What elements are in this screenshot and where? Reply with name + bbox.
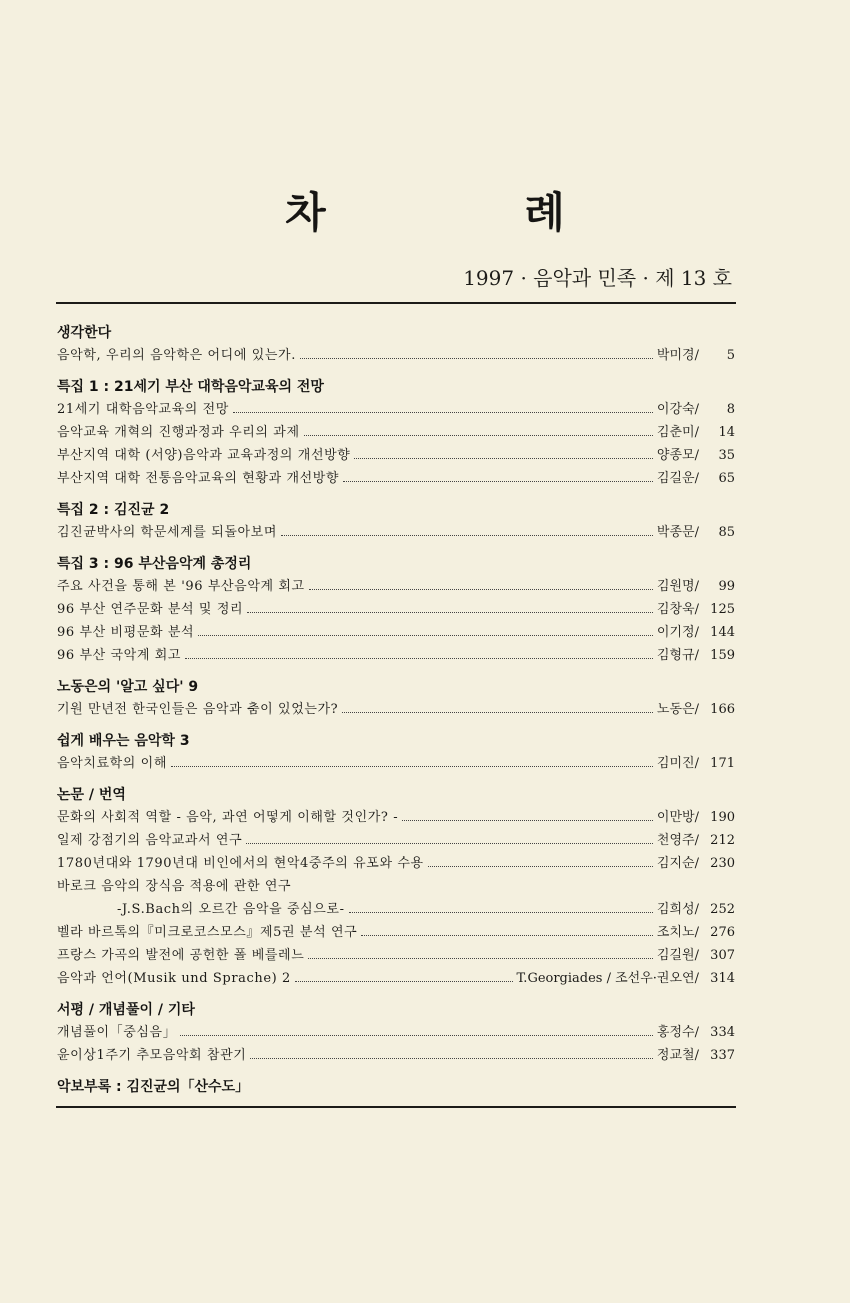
- author-page-separator: /: [694, 348, 699, 363]
- toc-entry[interactable]: [57, 621, 735, 644]
- entry-author: 김지순: [656, 856, 695, 871]
- dot-leader: [428, 866, 653, 867]
- entry-author: 김길원: [656, 948, 695, 963]
- page-title: 차 례: [285, 188, 657, 237]
- dot-leader: [342, 712, 653, 713]
- entry-page-number: 125: [710, 602, 735, 617]
- entry-author: 김희성: [656, 902, 695, 917]
- entry-author: 김미진: [656, 756, 695, 771]
- author-page-separator: /: [694, 471, 699, 486]
- toc-entry[interactable]: [57, 921, 735, 944]
- entry-page-number: 159: [710, 648, 735, 663]
- entry-page-number: 14: [718, 425, 735, 440]
- entry-title: 부산지역 대학 (서양)음악과 교육과정의 개선방향: [57, 448, 351, 463]
- toc-entry[interactable]: [57, 1021, 735, 1044]
- author-page-separator: /: [694, 702, 699, 717]
- toc-entry[interactable]: [57, 898, 735, 921]
- toc-entry[interactable]: [57, 852, 735, 875]
- author-page-separator: /: [694, 648, 699, 663]
- toc-entry[interactable]: [57, 752, 735, 775]
- entry-title: -J.S.Bach의 오르간 음악을 중심으로-: [117, 902, 345, 917]
- dot-leader: [171, 766, 653, 767]
- entry-title: 음악학, 우리의 음악학은 어디에 있는가.: [57, 348, 296, 363]
- entry-author: 김길운: [656, 471, 695, 486]
- entry-title: 프랑스 가곡의 발전에 공헌한 폴 베를레느: [57, 948, 305, 963]
- entry-title: 기원 만년전 한국인들은 음악과 춤이 있었는가?: [57, 702, 339, 717]
- entry-title: 벨라 바르톡의『미크로코스모스』제5권 분석 연구: [57, 925, 358, 940]
- entry-author: 조치노: [656, 925, 695, 940]
- author-page-separator: /: [694, 971, 699, 986]
- entry-author: 노동은: [656, 702, 695, 717]
- entry-page-number: 334: [710, 1025, 735, 1040]
- issue-info: 1997 · 음악과 민족 · 제 13 호: [463, 266, 732, 290]
- table-of-contents: [57, 322, 735, 1107]
- author-page-separator: /: [694, 810, 699, 825]
- entry-page-number: 307: [710, 948, 735, 963]
- toc-entry[interactable]: [57, 398, 735, 421]
- toc-entry[interactable]: [57, 598, 735, 621]
- dot-leader: [247, 612, 653, 613]
- toc-section: [57, 676, 735, 721]
- dot-leader: [361, 935, 653, 936]
- toc-entry[interactable]: [57, 444, 735, 467]
- dot-leader: [349, 912, 653, 913]
- toc-section: [57, 376, 735, 490]
- section-heading: 생각한다: [57, 325, 112, 341]
- toc-entry[interactable]: [57, 806, 735, 829]
- entry-author: 이기정: [656, 625, 695, 640]
- toc-section: [57, 784, 735, 990]
- entry-title: 김진균박사의 학문세계를 되돌아보며: [57, 525, 277, 540]
- entry-author: 천영주: [656, 833, 695, 848]
- entry-page-number: 99: [718, 579, 735, 594]
- toc-entry[interactable]: [57, 575, 735, 598]
- entry-author: 이강숙: [656, 402, 695, 417]
- toc-entry[interactable]: [57, 1044, 735, 1067]
- dot-leader: [354, 458, 652, 459]
- author-page-separator: /: [694, 833, 699, 848]
- section-heading: 논문 / 번역: [57, 787, 126, 803]
- author-page-separator: /: [694, 1048, 699, 1063]
- dot-leader: [281, 535, 653, 536]
- top-rule: [56, 302, 736, 304]
- entry-author: 박종문: [656, 525, 695, 540]
- dot-leader: [304, 435, 653, 436]
- section-heading: 특집 1 : 21세기 부산 대학음악교육의 전망: [57, 379, 324, 395]
- toc-entry[interactable]: [57, 644, 735, 667]
- dot-leader: [402, 820, 653, 821]
- entry-title: 96 부산 비평문화 분석: [57, 625, 195, 640]
- dot-leader: [185, 658, 653, 659]
- author-page-separator: /: [694, 525, 699, 540]
- author-page-separator: /: [694, 602, 699, 617]
- entry-title: 문화의 사회적 역할 - 음악, 과연 어떻게 이해할 것인가? -: [57, 810, 399, 825]
- entry-page-number: 314: [710, 971, 735, 986]
- entry-title: 음악과 언어(Musik und Sprache) 2: [57, 971, 291, 986]
- entry-page-number: 85: [718, 525, 735, 540]
- entry-page-number: 337: [710, 1048, 735, 1063]
- dot-leader: [233, 412, 653, 413]
- toc-entry[interactable]: [57, 344, 735, 367]
- toc-section: [57, 499, 735, 544]
- toc-section: [57, 322, 735, 367]
- toc-entry[interactable]: [57, 521, 735, 544]
- entry-author: 김춘미: [656, 425, 695, 440]
- entry-title: 바로크 음악의 장식음 적용에 관한 연구: [57, 879, 292, 894]
- dot-leader: [300, 358, 653, 359]
- entry-page-number: 212: [710, 833, 735, 848]
- entry-page-number: 230: [710, 856, 735, 871]
- entry-author: 정교철: [656, 1048, 695, 1063]
- entry-author: 박미경: [656, 348, 695, 363]
- entry-page-number: 190: [710, 810, 735, 825]
- dot-leader: [180, 1035, 653, 1036]
- toc-entry[interactable]: [57, 698, 735, 721]
- author-page-separator: /: [694, 856, 699, 871]
- toc-entry[interactable]: [57, 421, 735, 444]
- toc-section: [57, 730, 735, 775]
- author-page-separator: /: [694, 756, 699, 771]
- bottom-rule: [56, 1106, 736, 1108]
- entry-author: 김원명: [656, 579, 695, 594]
- dot-leader: [250, 1058, 653, 1059]
- toc-section: [57, 553, 735, 667]
- entry-title: 1780년대와 1790년대 비인에서의 현악4중주의 유포와 수용: [57, 856, 424, 871]
- entry-author: 이만방: [656, 810, 695, 825]
- section-heading: 서평 / 개념풀이 / 기타: [57, 1002, 195, 1018]
- dot-leader: [198, 635, 653, 636]
- entry-author: 양종모: [656, 448, 695, 463]
- toc-entry[interactable]: [57, 467, 735, 490]
- entry-title: 21세기 대학음악교육의 전망: [57, 402, 229, 417]
- author-page-separator: /: [694, 625, 699, 640]
- author-page-separator: /: [694, 402, 699, 417]
- section-heading: 쉽게 배우는 음악학 3: [57, 733, 190, 749]
- dot-leader: [308, 958, 653, 959]
- dot-leader: [295, 981, 513, 982]
- entry-page-number: 35: [718, 448, 735, 463]
- entry-page-number: 171: [710, 756, 735, 771]
- section-heading: 악보부록 : 김진균의「산수도」: [57, 1079, 250, 1095]
- toc-entry[interactable]: [57, 967, 735, 990]
- toc-section: [57, 1076, 735, 1098]
- toc-section: [57, 999, 735, 1067]
- author-page-separator: /: [694, 448, 699, 463]
- entry-title: 윤이상1주기 추모음악회 참관기: [57, 1048, 247, 1063]
- dot-leader: [246, 843, 653, 844]
- entry-title: 주요 사건을 통해 본 '96 부산음악계 회고: [57, 579, 305, 594]
- toc-entry[interactable]: [57, 875, 735, 898]
- author-page-separator: /: [694, 925, 699, 940]
- entry-page-number: 65: [718, 471, 735, 486]
- dot-leader: [309, 589, 653, 590]
- entry-title: 일제 강점기의 음악교과서 연구: [57, 833, 243, 848]
- entry-title: 개념풀이「중심음」: [57, 1025, 177, 1040]
- entry-title: 96 부산 국악계 회고: [57, 648, 182, 663]
- entry-page-number: 5: [726, 348, 735, 363]
- entry-page-number: 144: [710, 625, 735, 640]
- entry-title: 음악교육 개혁의 진행과정과 우리의 과제: [57, 425, 300, 440]
- entry-author: 김형규: [656, 648, 695, 663]
- section-heading: 특집 3 : 96 부산음악계 총정리: [57, 556, 252, 572]
- entry-page-number: 8: [726, 402, 735, 417]
- entry-author: 김창욱: [656, 602, 695, 617]
- author-page-separator: /: [694, 425, 699, 440]
- entry-title: 음악치료학의 이해: [57, 756, 167, 771]
- entry-page-number: 166: [710, 702, 735, 717]
- entry-author: T.Georgiades / 조선우·권오연: [516, 971, 695, 986]
- entry-title: 부산지역 대학 전통음악교육의 현황과 개선방향: [57, 471, 340, 486]
- entry-page-number: 276: [710, 925, 735, 940]
- toc-entry[interactable]: [57, 829, 735, 852]
- section-heading: 특집 2 : 김진균 2: [57, 502, 170, 518]
- author-page-separator: /: [694, 902, 699, 917]
- entry-title: 96 부산 연주문화 분석 및 정리: [57, 602, 244, 617]
- dot-leader: [343, 481, 653, 482]
- author-page-separator: /: [694, 948, 699, 963]
- toc-entry[interactable]: [57, 944, 735, 967]
- entry-page-number: 252: [710, 902, 735, 917]
- section-heading: 노동은의 '알고 싶다' 9: [57, 679, 199, 695]
- author-page-separator: /: [694, 579, 699, 594]
- entry-author: 홍정수: [656, 1025, 695, 1040]
- author-page-separator: /: [694, 1025, 699, 1040]
